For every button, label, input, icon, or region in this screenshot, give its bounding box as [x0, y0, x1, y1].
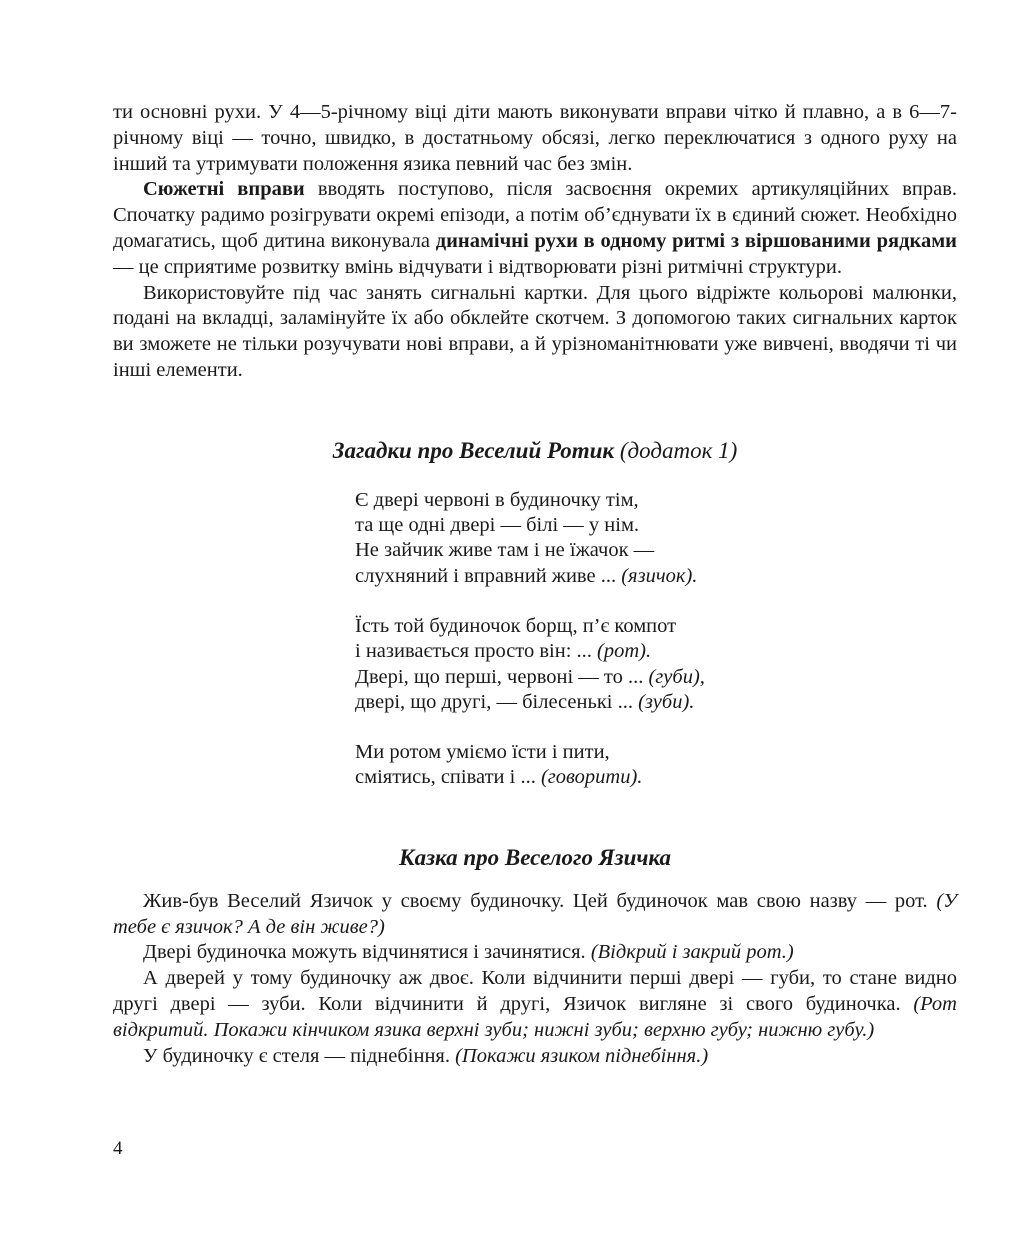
poem-line [355, 639, 957, 664]
poem-line [355, 564, 957, 589]
riddle-stanza-2 [355, 614, 957, 715]
bold-phrase: динамічні рухи в одному ритмі з віршованими рядками [435, 229, 957, 252]
riddle-answer: (говорити). [540, 766, 643, 789]
poem-text: і називається просто він: ... [355, 640, 598, 663]
intro-paragraph-2 [113, 177, 957, 280]
poem-text: сміятись, співати і ... [355, 766, 541, 789]
riddle-answer: (язичок). [621, 564, 698, 587]
riddles-heading [113, 436, 957, 466]
poem-text: слухняний і вправний живе ... [355, 564, 622, 587]
tale-text: У будиночку є стеля — піднебіння. [143, 1044, 456, 1067]
poem-line: Не зайчик живе там і не їжачок — [355, 539, 655, 562]
riddle-stanza-3 [355, 740, 957, 791]
poem-line [355, 765, 957, 790]
tale-paragraph-1 [113, 889, 957, 941]
tale-text: Двері будиночка можуть відчинятися і зачинятися. [143, 941, 591, 964]
page-content [113, 100, 957, 1069]
poem-text: двері, що другі, — білесенькі ... [355, 690, 639, 713]
poem-line: Ми ротом уміємо їсти і пити, [355, 741, 610, 764]
page-number: 4 [113, 1138, 123, 1159]
tale-text: А дверей у тому будиночку аж двоє. Коли відчинити перші двері — губи, то стане видно другі двері — зуби. Коли відчинити й другі, Язичок вигляне зі свого будиночка. [113, 967, 957, 1015]
poem-line: Є двері червоні в будиночку тім, [355, 488, 639, 511]
riddles-title: Загадки про Веселий Ротик [332, 437, 615, 463]
riddles-poems [355, 488, 957, 791]
poem-line [355, 665, 957, 690]
riddle-answer: (зуби). [638, 690, 695, 713]
riddle-answer: (губи), [648, 665, 705, 688]
tale-heading: Казка про Веселого Язичка [398, 844, 672, 870]
riddle-stanza-1 [355, 488, 957, 589]
intro-paragraph-1 [113, 100, 957, 177]
intro-text: ти основні рухи. У 4—5-річному віці діти мають виконувати вправи чітко й плавно, а в 6—7-річному віці — точно, швидко, в достатньому обсязі, легко переключатися з одного руху на інший та утримувати положення язика певний час без змін. [113, 101, 957, 175]
tale-instruction: (Покажи язиком піднебіння.) [455, 1044, 709, 1067]
tale-paragraph-4 [113, 1044, 957, 1070]
poem-text: Двері, що перші, червоні — то ... [355, 665, 649, 688]
riddle-answer: (рот). [597, 640, 652, 663]
poem-line: та ще одні двері — білі — у нім. [355, 514, 640, 537]
intro-text: вводять поступово, після засвоєння окремих артикуляційних вправ. Спочатку радимо розігрувати окремі епізоди, а потім об’єднувати їх в єдиний сюжет. Необхідно домагатись, щоб дитина виконувала [113, 178, 957, 252]
riddles-subtitle: (додаток 1) [619, 437, 738, 463]
tale-instruction: (У тебе є язичок? А де він живе?) [113, 889, 957, 938]
tale-paragraph-3 [113, 966, 957, 1043]
intro-text: Використовуйте під час занять сигнальні картки. Для цього відріжте кольорові малюнки, подані на вкладці, заламінуйте їх або обклейте скотчем. З допомогою таких сигнальних карток ви зможете не тільки розучувати нові вправи, а й урізноманітнювати уже вивчені, вводячи ті чи інші елементи. [113, 281, 957, 381]
intro-paragraph-3 [113, 281, 957, 384]
tale-instruction: (Рот відкритий. Покажи кінчиком язика верхні зуби; нижні зуби; верхню губу; нижню губу.) [113, 992, 957, 1041]
tale-text: Жив-був Веселий Язичок у своєму будиночку. Цей будиночок мав свою назву — рот. [143, 889, 937, 912]
tale-paragraph-2 [113, 940, 957, 966]
tale-instruction: (Відкрий і закрий рот.) [590, 941, 794, 964]
poem-line [355, 690, 957, 715]
intro-text: — це сприятиме розвитку вмінь відчувати і відтворювати різні ритмічні структури. [113, 255, 843, 278]
bold-term: Сюжетні вправи [143, 178, 305, 201]
poem-line: Їсть той будиночок борщ, п’є компот [355, 614, 677, 637]
